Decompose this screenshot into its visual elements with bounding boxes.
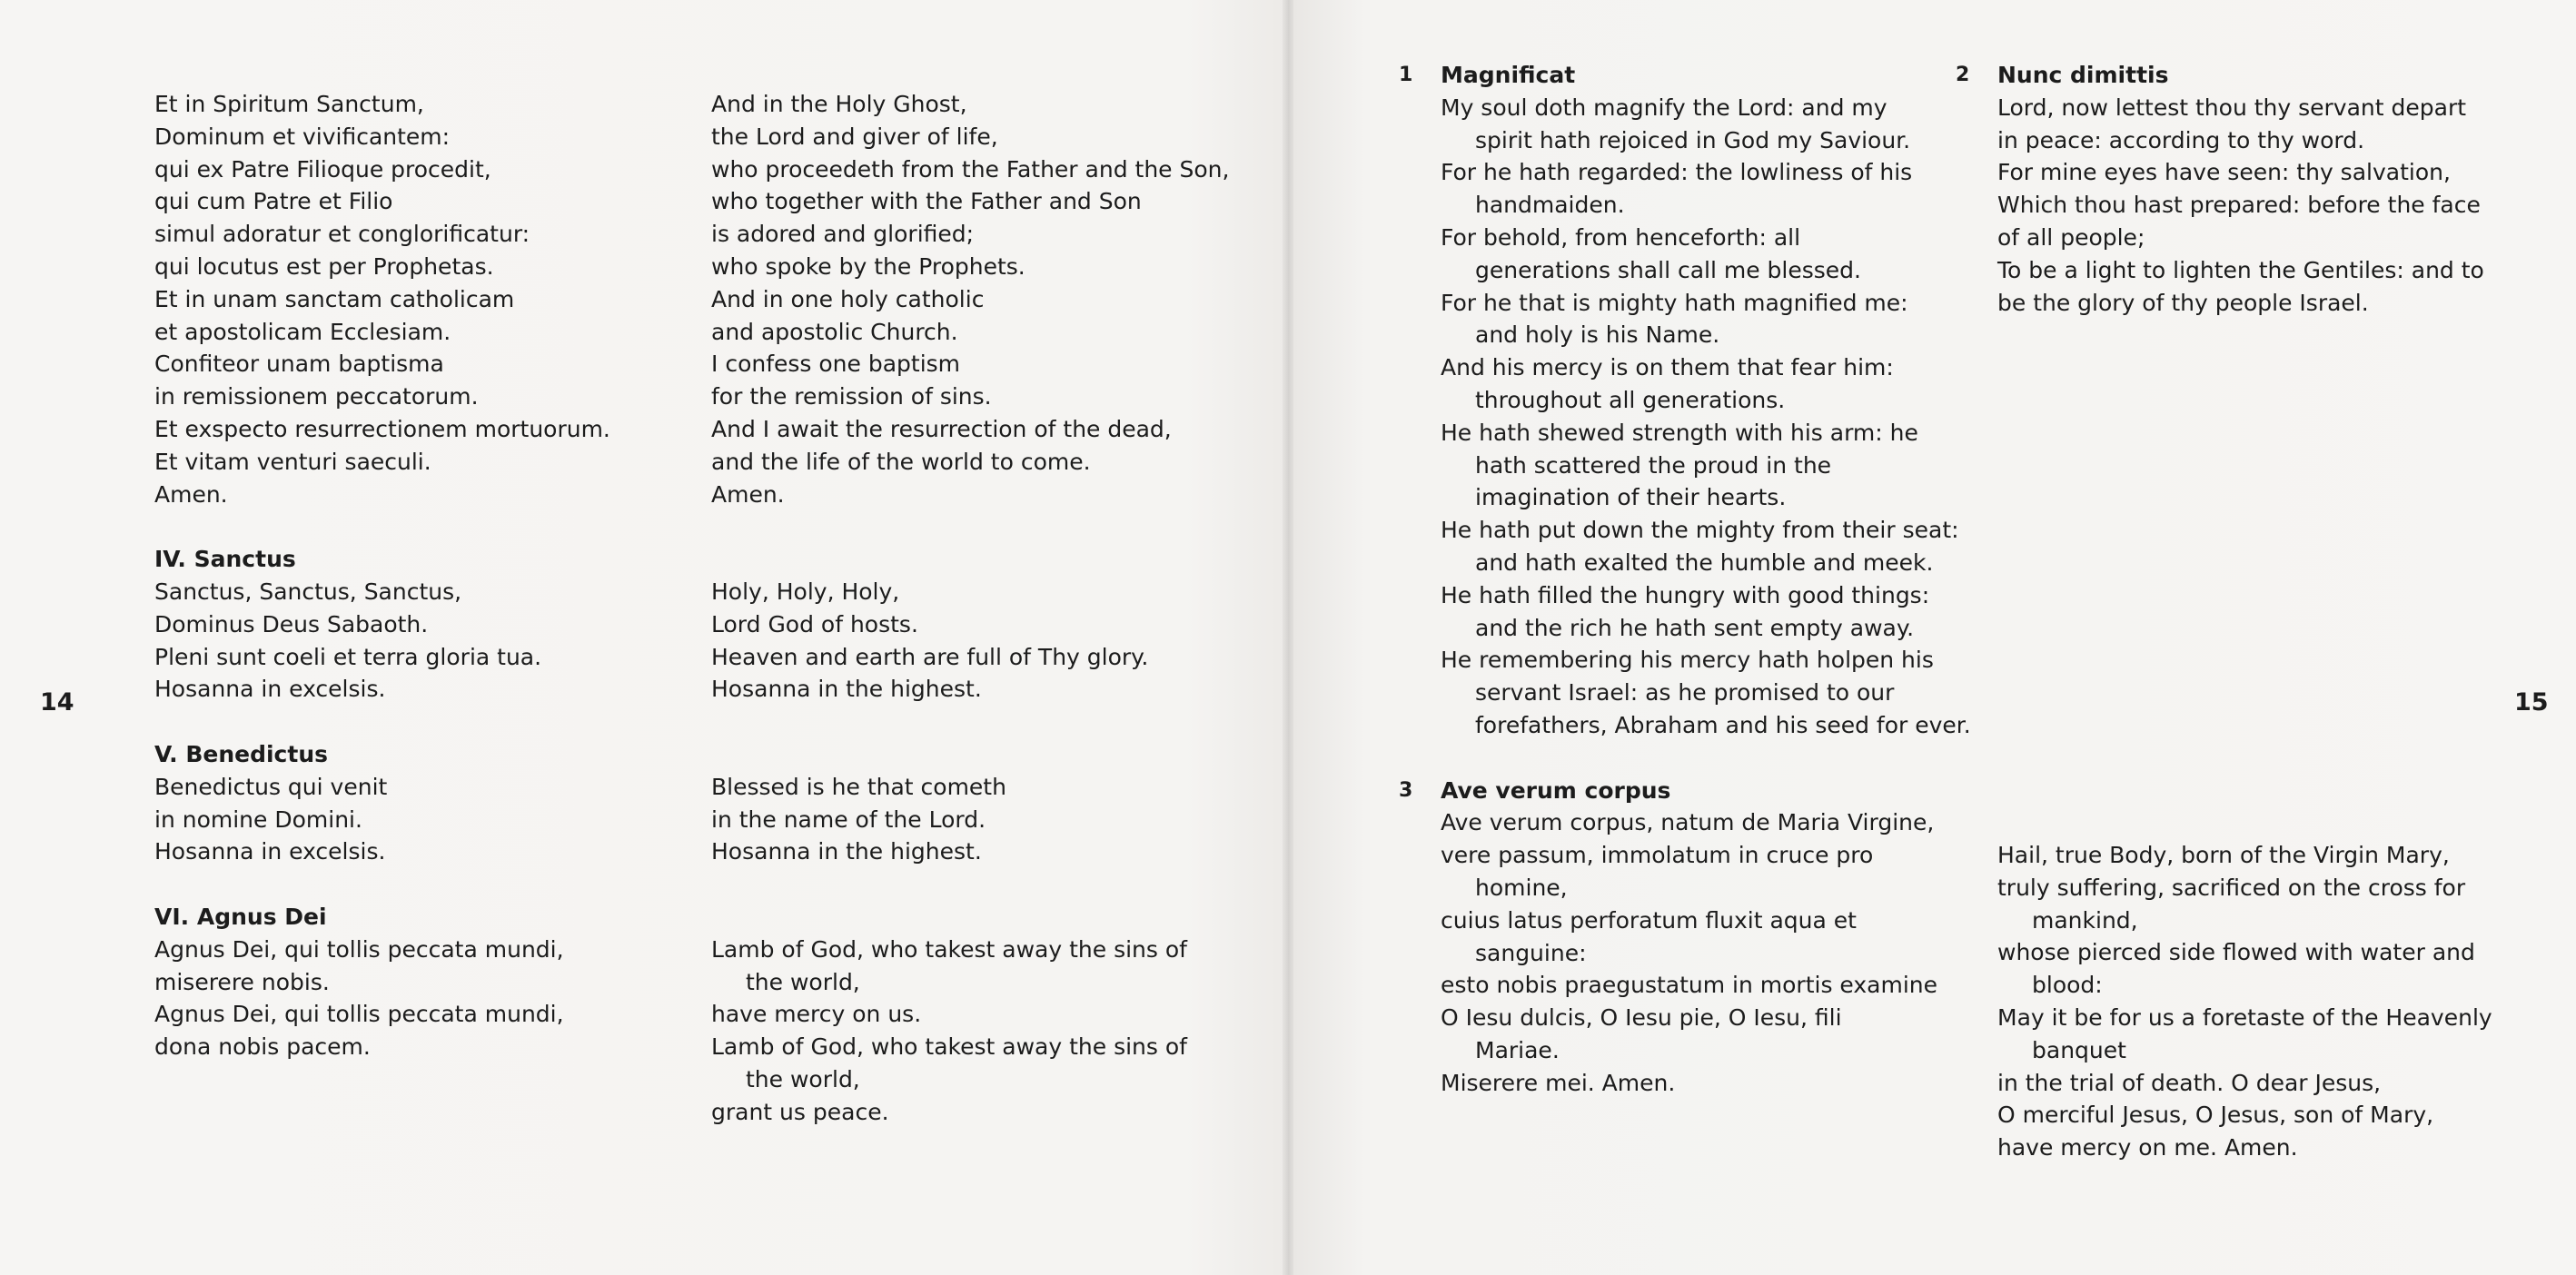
ave-verum-english-line: whose pierced side flowed with water and [1997,939,2475,966]
agnus-dei-english-line: the world, [746,1065,860,1092]
credo-english-line: Amen. [711,480,785,508]
ave-verum-english-line: blood: [2032,972,2103,999]
sanctus-latin-line: Sanctus, Sanctus, Sanctus, [154,578,462,605]
magnificat-line: And his mercy is on them that fear him: [1441,354,1894,381]
sanctus-english-line: Holy, Holy, Holy, [711,578,900,605]
agnus-dei-latin-line: Agnus Dei, qui tollis peccata mundi, [154,1001,564,1028]
ave-verum-latin-line: Miserere mei. Amen. [1441,1069,1676,1096]
book-spine [1283,0,1293,1275]
magnificat-column [1441,59,1971,1100]
agnus-dei-latin-line: miserere nobis. [154,968,330,995]
credo-latin-line: qui ex Patre Filioque procedit, [154,155,491,183]
nunc-dimittis-column [1997,59,2484,319]
ave-verum-english-line: Hail, true Body, born of the Virgin Mary, [1997,842,2450,868]
credo-latin-line: Et in unam sanctam catholicam [154,285,515,312]
magnificat-line: throughout all generations. [1475,386,1786,413]
sanctus-english-line: Lord God of hosts. [711,610,918,638]
credo-english-line: and the life of the world to come. [711,448,1091,475]
ave-verum-latin-line: Ave verum corpus, natum de Maria Virgine, [1441,809,1935,836]
credo-english-line: who together with the Father and Son [711,188,1142,215]
credo-latin-line: qui locutus est per Prophetas. [154,252,494,280]
magnificat-line: For he hath regarded: the lowliness of his [1441,159,1913,186]
agnus-dei-english-line: grant us peace. [711,1098,889,1125]
ave-verum-heading: Ave verum corpus [1441,776,1671,804]
credo-english-line: who spoke by the Prophets. [711,252,1025,280]
ave-verum-english-line: banquet [2032,1036,2126,1063]
sanctus-latin-line: Dominus Deus Sabaoth. [154,610,429,638]
benedictus-heading: V. Benedictus [154,740,329,767]
nunc-dimittis-number: 2 [1956,64,1970,86]
english-column [711,88,1229,1129]
credo-latin-line: simul adoratur et conglorificatur: [154,221,530,248]
magnificat-line: For he that is mighty hath magnified me: [1441,289,1908,316]
sanctus-english-line: Heaven and earth are full of Thy glory. [711,643,1149,670]
credo-latin-line: qui cum Patre et Filio [154,188,393,215]
credo-english-line: And I await the resurrection of the dead, [711,415,1172,442]
page-number-right: 15 [2514,688,2549,717]
ave-verum-latin-line: O Iesu dulcis, O Iesu pie, O Iesu, fili [1441,1004,1842,1032]
benedictus-english-line: in the name of the Lord. [711,806,986,833]
credo-english-line: for the remission of sins. [711,383,992,410]
ave-verum-english-line: O merciful Jesus, O Jesus, son of Mary, [1997,1102,2434,1129]
page-number-left: 14 [40,688,74,717]
magnificat-line: imagination of their hearts. [1475,484,1787,511]
credo-english-line: is adored and glorified; [711,221,975,248]
benedictus-latin-line: Hosanna in excelsis. [154,838,386,865]
credo-english-line: who proceedeth from the Father and the Son, [711,155,1230,183]
magnificat-line: He remembering his mercy hath holpen his [1441,647,1934,674]
sanctus-latin-line: Pleni sunt coeli et terra gloria tua. [154,643,542,670]
sanctus-english-line: Hosanna in the highest. [711,676,982,703]
magnificat-line: generations shall call me blessed. [1475,256,1861,283]
credo-latin-line: Et in Spiritum Sanctum, [154,91,424,117]
nunc-dimittis-line: Lord, now lettest thou thy servant depart [1997,94,2467,121]
magnificat-heading: Magnificat [1441,62,1576,88]
credo-english-line: And in one holy catholic [711,285,985,312]
ave-verum-latin-line: esto nobis praegustatum in mortis examine [1441,972,1937,999]
credo-english-line: I confess one baptism [711,351,961,378]
nunc-dimittis-line: Which thou hast prepared: before the face [1997,192,2481,219]
benedictus-latin-line: in nomine Domini. [154,806,362,833]
agnus-dei-english-line: Lamb of God, who takest away the sins of [711,935,1187,963]
credo-latin-line: et apostolicam Ecclesiam. [154,318,451,345]
agnus-dei-latin-line: dona nobis pacem. [154,1033,371,1061]
credo-latin-line: Dominum et vivificantem: [154,123,451,150]
credo-english-line: the Lord and giver of life, [711,123,998,150]
magnificat-number: 1 [1399,64,1413,86]
credo-latin-line: Amen. [154,480,228,508]
ave-verum-english-line: May it be for us a foretaste of the Heavenly [1997,1003,2492,1031]
ave-verum-latin-line: vere passum, immolatum in cruce pro [1441,842,1874,869]
ave-verum-english-line: mankind, [2032,906,2138,934]
magnificat-line: handmaiden. [1475,192,1625,219]
nunc-dimittis-line: To be a light to lighten the Gentiles: and to [1997,256,2484,283]
agnus-dei-english-line: Lamb of God, who takest away the sins of [711,1033,1187,1061]
magnificat-line: For behold, from henceforth: all [1441,223,1801,251]
nunc-dimittis-line: be the glory of thy people Israel. [1997,289,2369,316]
credo-latin-line: Et exspecto resurrectionem mortuorum. [154,415,610,442]
nunc-dimittis-line: in peace: according to thy word. [1997,126,2365,153]
agnus-dei-heading: VI. Agnus Dei [154,903,327,930]
magnificat-line: hath scattered the proud in the [1475,451,1832,479]
magnificat-line: and hath exalted the humble and meek. [1475,549,1934,576]
nunc-dimittis-heading: Nunc dimittis [1997,62,2169,88]
ave-verum-latin-line: Mariae. [1475,1036,1560,1063]
nunc-dimittis-line: of all people; [1997,223,2145,251]
sanctus-heading: IV. Sanctus [154,546,296,573]
benedictus-english-line: Blessed is he that cometh [711,773,1006,800]
magnificat-line: He hath put down the mighty from their seat: [1441,517,1959,544]
magnificat-line: servant Israel: as he promised to our [1475,679,1895,707]
credo-latin-line: Et vitam venturi saeculi. [154,448,431,475]
agnus-dei-latin-line: Agnus Dei, qui tollis peccata mundi, [154,935,564,963]
magnificat-line: and the rich he hath sent empty away. [1475,614,1915,641]
credo-latin-line: Confiteor unam baptisma [154,351,444,378]
benedictus-latin-line: Benedictus qui venit [154,773,388,800]
ave-verum-number: 3 [1399,779,1413,802]
magnificat-line: He hath shewed strength with his arm: he [1441,419,1918,446]
ave-verum-latin-line: cuius latus perforatum fluxit aqua et [1441,906,1857,934]
magnificat-line: spirit hath rejoiced in God my Saviour. [1475,126,1911,153]
benedictus-english-line: Hosanna in the highest. [711,838,982,865]
nunc-dimittis-line: For mine eyes have seen: thy salvation, [1997,159,2451,186]
latin-column [154,88,610,1063]
ave-verum-latin-line: sanguine: [1475,939,1587,966]
agnus-dei-english-line: the world, [746,968,860,995]
credo-english-line: and apostolic Church. [711,318,958,345]
ave-verum-english-line: in the trial of death. O dear Jesus, [1997,1069,2382,1096]
ave-verum-english-line: have mercy on me. Amen. [1997,1134,2298,1161]
agnus-dei-english-line: have mercy on us. [711,1001,922,1028]
magnificat-line: My soul doth magnify the Lord: and my [1441,94,1887,121]
magnificat-line: forefathers, Abraham and his seed for ever. [1475,711,1971,738]
sanctus-latin-line: Hosanna in excelsis. [154,676,386,703]
magnificat-line: and holy is his Name. [1475,321,1720,349]
ave-verum-english-line: truly suffering, sacrificed on the cross for [1997,874,2466,901]
ave-verum-latin-line: homine, [1475,874,1568,901]
ave-verum-english-column [1997,839,2492,1164]
magnificat-line: He hath filled the hungry with good things: [1441,581,1930,608]
credo-english-line: And in the Holy Ghost, [711,91,967,117]
credo-latin-line: in remissionem peccatorum. [154,383,479,410]
